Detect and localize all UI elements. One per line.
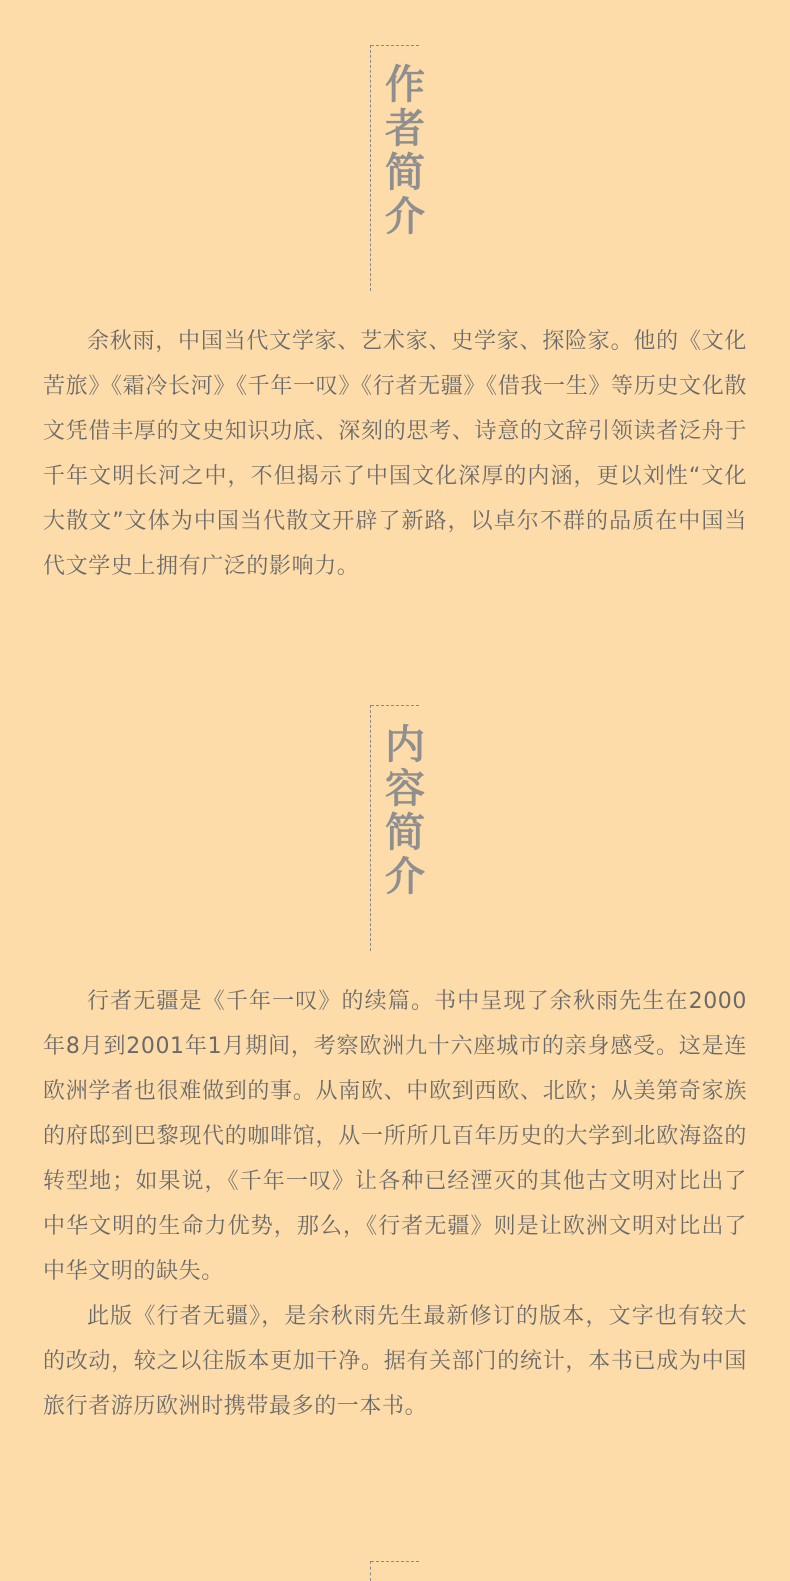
next-section-heading-divider	[370, 1561, 430, 1581]
heading-dashed-line	[371, 705, 419, 706]
content-intro-heading	[370, 705, 430, 951]
author-intro-heading	[370, 45, 430, 291]
content-intro-text	[43, 979, 747, 1429]
content-paragraph: 此版《行者无疆》，是余秋雨先生最新修订的版本，文字也有较大的改动，较之以往版本更加干净。据有关部门的统计，本书已成为中国旅行者游历欧洲时携带最多的一本书。	[43, 1304, 747, 1419]
author-intro-title: 作者简介	[385, 61, 425, 240]
author-paragraph: 余秋雨，中国当代文学家、艺术家、史学家、探险家。他的《文化苦旅》《霜冷长河》《千年一叹》《行者无疆》《借我一生》等历史文化散文凭借丰厚的文史知识功底、深刻的思考、诗意的文辞引领读者泛舟于千年文明长河之中，不但揭示了中国文化深厚的内涵，更以刘性“文化大散文”文体为中国当代散文开辟了新路，以卓尔不群的品质在中国当代文学史上拥有广泛的影响力。	[43, 329, 747, 579]
heading-dashed-line	[371, 1561, 419, 1562]
author-intro-text	[43, 319, 747, 589]
content-intro-title: 内容简介	[385, 721, 425, 900]
heading-dashed-line	[371, 45, 419, 46]
content-paragraph: 行者无疆是《千年一叹》的续篇。书中呈现了余秋雨先生在2000年8月到2001年1月期间，考察欧洲九十六座城市的亲身感受。这是连欧洲学者也很难做到的事。从南欧、中欧到西欧、北欧；从美第奇家族的府邸到巴黎现代的咖啡馆，从一所所几百年历史的大学到北欧海盗的转型地；如果说，《千年一叹》让各种已经湮灭的其他古文明对比出了中华文明的生命力优势，那么，《行者无疆》则是让欧洲文明对比出了中华文明的缺失。	[43, 989, 747, 1284]
